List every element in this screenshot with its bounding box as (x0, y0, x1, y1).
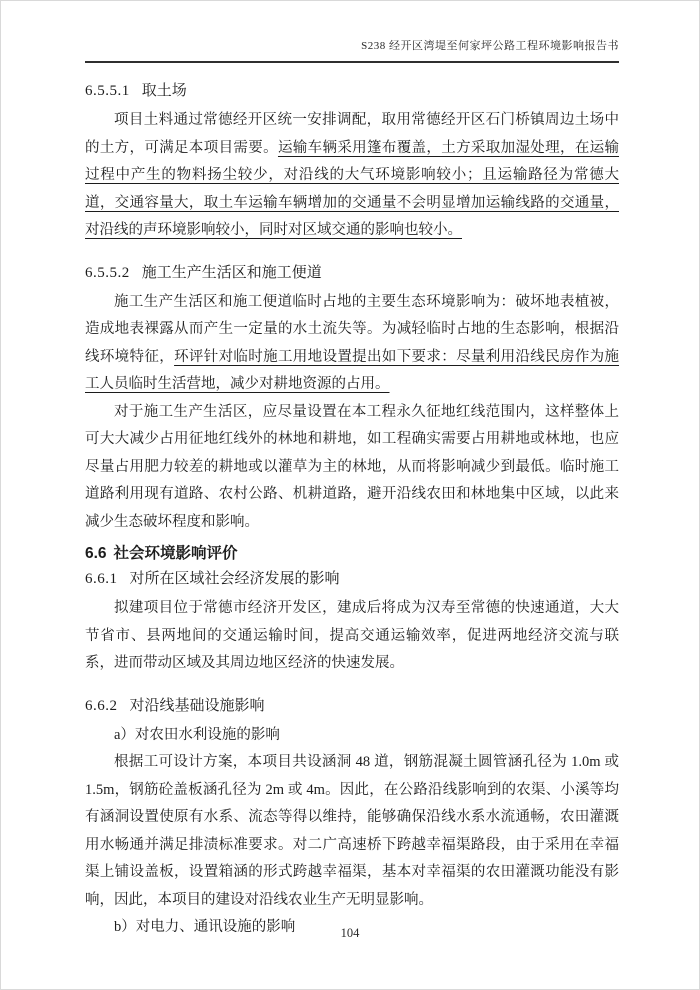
section-title: 对沿线基础设施影响 (129, 697, 265, 714)
header-title: S238 经开区湾堤至何家坪公路工程环境影响报告书 (361, 40, 619, 52)
section-title: 对所在区域社会经济发展的影响 (129, 571, 340, 587)
paragraph-camp-impact (85, 289, 619, 399)
text-run: 施工生产生活区和施工便道临时占地的主要生态环境影响为：破坏地表植被，造成地表裸露从而产生一定量的水土流失等。为减轻临时占地的生态影响，根据沿线环境特征， (85, 293, 619, 365)
section-title: 取土场 (141, 83, 187, 99)
header-rule (85, 61, 619, 63)
paragraph-socioeconomic (85, 595, 619, 678)
underlined-text-run: 环评针对临时施工用地设置提出如下要求：尽量利用沿线民房作为施工人员临时生活营地，减少对耕地资源的占用。 (85, 348, 620, 392)
text-run: b）对电力、通讯设施的影响 (114, 919, 296, 935)
text-run: 项目土料通过常德经开区统一安排调配，取用常德经开区石门桥镇周边土场中的土方，可满足本项目需要。 (85, 112, 619, 156)
paragraph-camp-siting (85, 399, 619, 537)
section-number: 6.6.1 (85, 571, 118, 587)
section-number: 6.6.2 (85, 697, 118, 714)
heading-6-6 (85, 543, 619, 565)
section-title: 社会环境影响评价 (113, 545, 238, 562)
text-run: a）对农田水利设施的影响 (114, 726, 280, 743)
section-title: 施工生产生活区和施工便道 (141, 264, 322, 281)
text-run: 根据工可设计方案，本项目共设涵洞 48 道，钢筋混凝土圆管涵孔径为 1.0m 或 1.5m，钢筋砼盖板涵孔径为 2m 或 4m。因此，在公路沿线影响到的农渠、小溪等均有涵洞设置使原有水系、流态等得以维持，能够确保沿线水系水流通畅，农田灌溉用水畅通并满足排渍标准要求。对二广高速桥下跨越幸福渠路段，由于采用在幸福渠上铺设盖板，设置箱涵的形式跨越幸福渠，基本对幸福渠的农田灌溉功能没有影响，因此，本项目的建设对沿线农业生产无明显影响。 (85, 754, 619, 908)
page-header (85, 39, 619, 61)
section-number: 6.5.5.2 (85, 264, 130, 281)
heading-6-5-5-2 (85, 263, 619, 283)
heading-6-5-5-1 (85, 81, 619, 101)
heading-6-6-2 (85, 696, 619, 716)
section-number: 6.6 (85, 545, 107, 562)
page-number: 104 (340, 926, 360, 940)
heading-6-6-1 (85, 569, 619, 589)
paragraph-irrigation (85, 749, 619, 914)
text-run: 拟建项目位于常德市经济开发区，建成后将成为汉寿至常德的快速通道，大大节省市、县两地间的交通运输时间，提高交通运输效率，促进两地经济交流与联系，进而带动区域及其周边地区经济的快速发展。 (85, 600, 619, 671)
underlined-text-run: 运输车辆采用篷布覆盖，土方采取加湿处理，在运输过程中产生的物料扬尘较少，对沿线的大气环境影响较小；且运输路径为常德大道，交通容量大，取土车运输车辆增加的交通量不会明显增加运输线路的交通量，对沿线的声环境影响较小，同时对区域交通的影响也较小。 (85, 139, 620, 238)
text-run: 对于施工生产生活区，应尽量设置在本工程永久征地红线范围内，这样整体上可大大减少占用征地红线外的林地和耕地，如工程确实需要占用耕地或林地，也应尽量占用肥力较差的耕地或以灌草为主的林地，从而将影响减少到最低。临时施工道路利用现有道路、农村公路、机耕道路，避开沿线农田和林地集中区域，以此来减少生态破坏程度和影响。 (85, 403, 619, 530)
section-number: 6.5.5.1 (85, 83, 130, 99)
document-content (85, 39, 619, 942)
list-item-a (85, 722, 619, 750)
paragraph-borrow-area (85, 107, 619, 245)
